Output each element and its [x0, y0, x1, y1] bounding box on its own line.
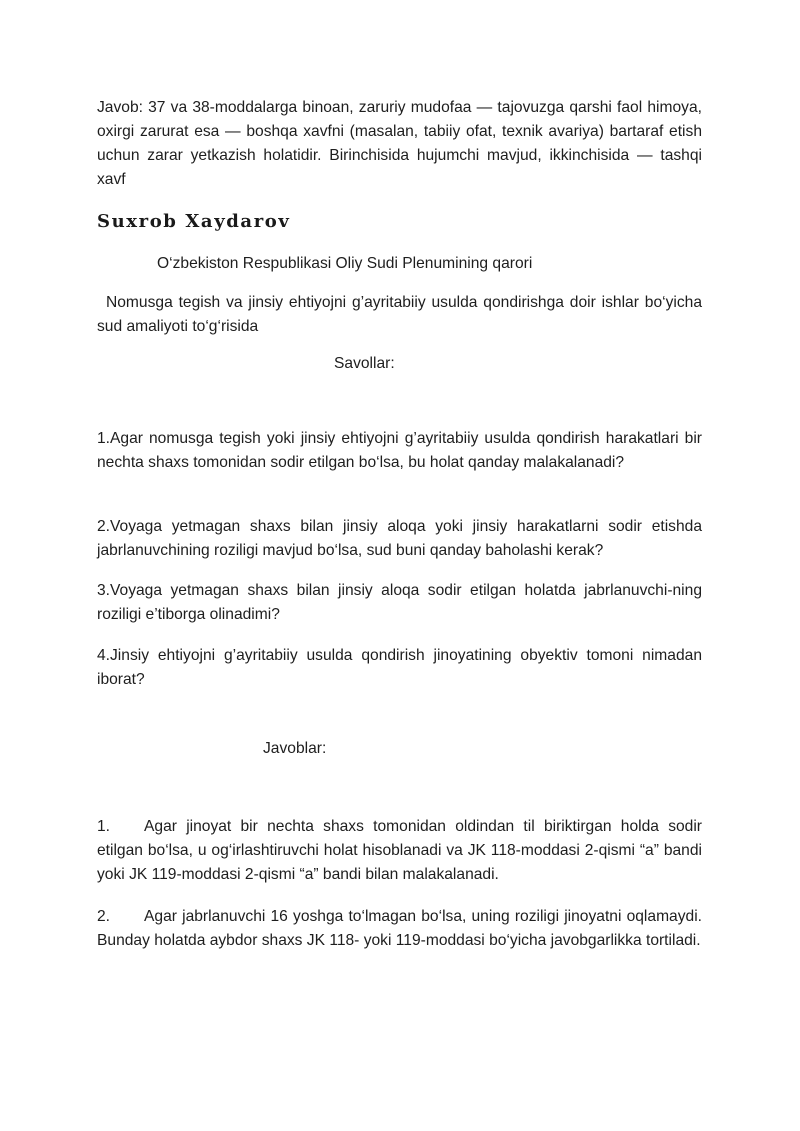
answer-1 — [97, 815, 702, 887]
question-1: 1.Agar nomusga tegish yoki jinsiy ehtiyojni g’ayritabiiy usulda qondirish harakatlari bir nechta shaxs tomonidan sodir etilgan bo‘lsa, bu holat qanday malakalanadi? — [97, 430, 702, 471]
intro-answer-paragraph: Javob: 37 va 38-moddalarga binoan, zaruriy mudofaa — tajovuzga qarshi faol himoya, oxirgi zarurat esa — boshqa xavfni (masalan, tabiiy ofat, texnik avariya) bartaraf etish uchun zarar yetkazish holatidir. Birinchisida hujumchi mavjud, ikkinchisida — tashqi xavf — [97, 99, 702, 188]
resolution-title: O‘zbekiston Respublikasi Oliy Sudi Plenumining qarori — [157, 255, 533, 272]
answer-2 — [97, 905, 702, 953]
answer-1-text: Agar jinoyat bir nechta shaxs tomonidan oldindan til biriktirgan holda sodir etilgan bo‘lsa, u og‘irlashtiruvchi holat hisoblanadi va JK 118-moddasi 2-qismi “a” bandi yoki JK 119-moddasi 2-qismi “a” bandi bilan malakalanadi. — [97, 818, 702, 883]
answer-2-text: Agar jabrlanuvchi 16 yoshga to‘lmagan bo‘lsa, uning roziligi jinoyatni oqlamaydi. Bunday holatda aybdor shaxs JK 118- yoki 119-moddasi bo‘yicha javobgarlikka tortiladi. — [97, 908, 702, 949]
question-4: 4.Jinsiy ehtiyojni g’ayritabiiy usulda qondirish jinoyatining obyektiv tomoni nimadan iborat? — [97, 647, 702, 688]
resolution-subject: Nomusga tegish va jinsiy ehtiyojni g’ayritabiiy usulda qondirishga doir ishlar bo‘yicha sud amaliyoti to‘g‘risida — [97, 294, 702, 335]
question-2: 2.Voyaga yetmagan shaxs bilan jinsiy aloqa yoki jinsiy harakatlarni sodir etishda jabrlanuvchining roziligi mavjud bo‘lsa, sud buni qanday baholashi kerak? — [97, 518, 702, 559]
questions-heading: Savollar: — [334, 355, 395, 372]
author-name: Suxrob Xaydarov — [97, 211, 291, 232]
answer-1-number: 1. — [97, 818, 111, 835]
answer-2-number: 2. — [97, 908, 111, 925]
answers-heading: Javoblar: — [263, 740, 327, 757]
question-3: 3.Voyaga yetmagan shaxs bilan jinsiy aloqa sodir etilgan holatda jabrlanuvchi-ning roziligi e’tiborga olinadimi? — [97, 582, 702, 623]
